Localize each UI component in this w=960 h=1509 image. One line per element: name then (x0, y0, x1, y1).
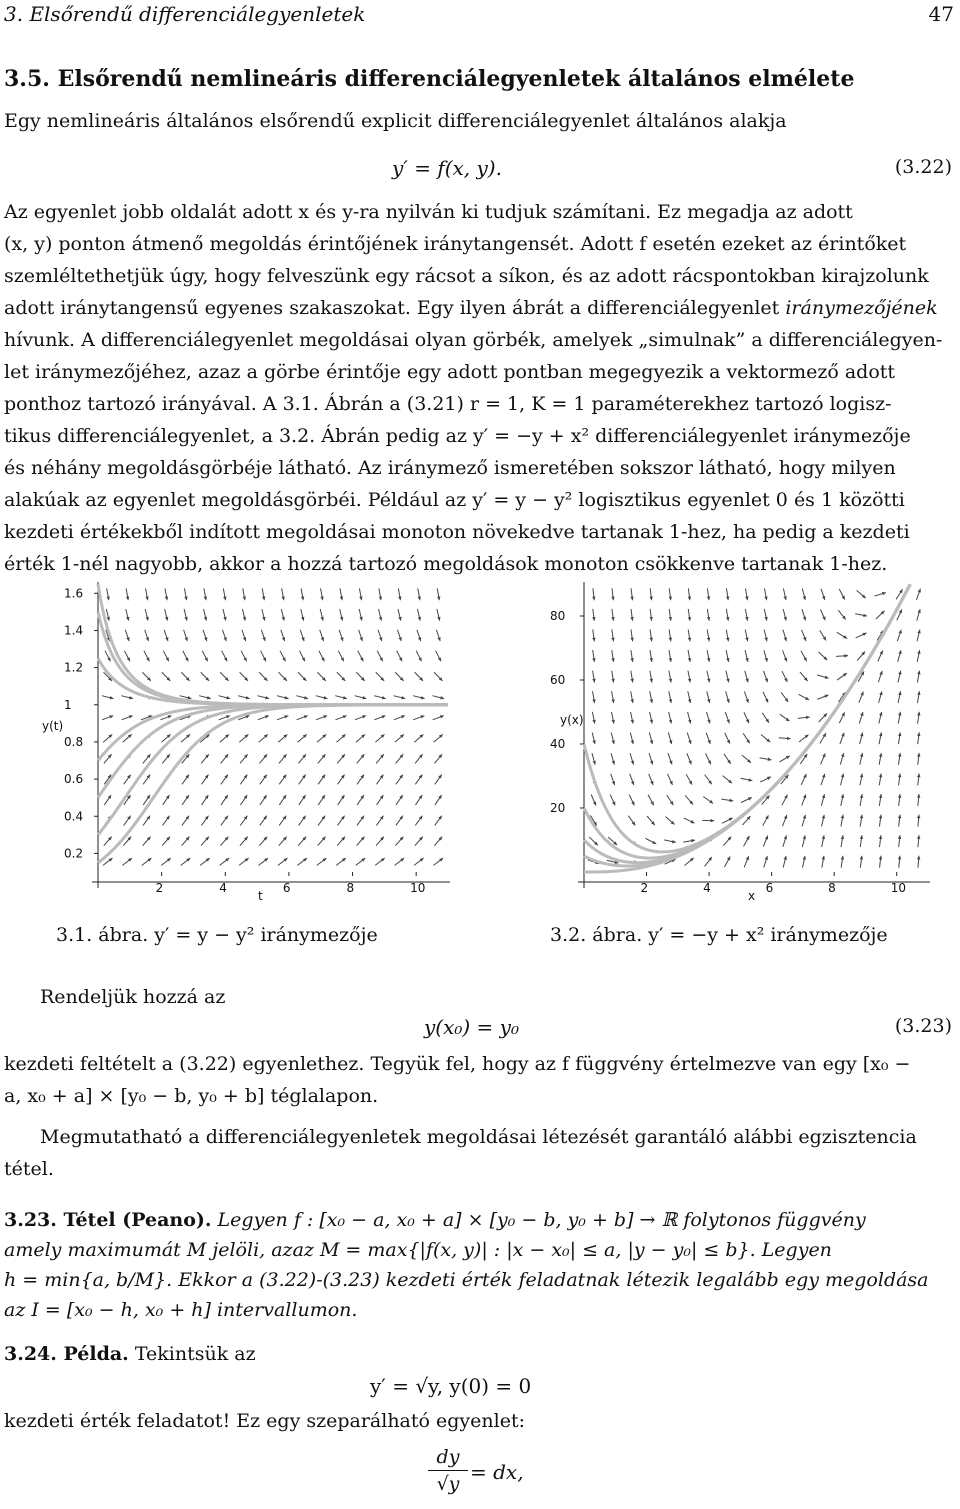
emphasis-term: iránymezőjének (785, 297, 938, 319)
paragraph-existence (4, 1121, 954, 1185)
field-arrowhead (320, 596, 323, 600)
paragraph-text: adott iránytangensű egyenes szakaszokat. Egy ilyen ábrát a differenciálegyenlet (4, 297, 786, 319)
field-arrowhead (879, 671, 882, 675)
paragraph-line: let iránymezőjéhez, azaz a görbe érintője egy adott pontban megegyezik a vektormező adott (4, 361, 896, 383)
field-arrowhead (437, 596, 440, 600)
paragraph-line: és néhány megoldásgörbéje látható. Az iránymező ismeretében sokszor látható, hogy milyen (4, 457, 896, 479)
theorem-text: Legyen f : [x₀ − a, x₀ + a] × [y₀ − b, y₀ + b] → ℝ folytonos függvény (211, 1209, 866, 1231)
field-arrowhead (787, 737, 791, 740)
field-arrowhead (898, 712, 901, 716)
paragraph-line: érték 1-nél nagyobb, akkor a hozzá tartozó megoldások monoton csökkenve tartanak 1-hez. (4, 553, 888, 575)
solution-curve (98, 658, 448, 705)
field-arrowhead (917, 671, 920, 675)
field-arrowhead (745, 637, 748, 641)
field-arrowhead (204, 596, 207, 600)
theorem-line (4, 1205, 954, 1235)
field-arrowhead (917, 835, 920, 839)
equation-3-22: y′ = f(x, y). (392, 156, 502, 180)
x-tick-label: 4 (219, 881, 227, 895)
field-arrowhead (379, 637, 382, 641)
field-arrowhead (803, 617, 806, 621)
field-arrowhead (650, 720, 653, 724)
theorem-line: h = min{a, b/M}. Ekkor a (3.22)-(3.23) kezdeti érték feladatnak létezik legalább egy megoldása (4, 1269, 929, 1291)
field-arrowhead (841, 794, 844, 798)
field-arrowhead (863, 614, 867, 617)
solution-curve (98, 705, 448, 835)
paragraph-line: szemléltethetjük úgy, hogy felveszünk egy rácsot a síkon, és az adott rácspontokban kirajzolunk (4, 265, 929, 287)
field-arrowhead (860, 712, 863, 716)
field-arrowhead (243, 637, 246, 641)
field-arrowhead (765, 678, 768, 682)
field-arrowhead (379, 596, 382, 600)
figure-3-1-direction-field (40, 572, 460, 902)
field-arrowhead (879, 753, 882, 757)
paragraph-initial-condition (4, 1048, 954, 1112)
field-arrowhead (879, 732, 882, 736)
field-arrowhead (748, 778, 752, 781)
field-arrowhead (185, 637, 188, 641)
field-arrowhead (841, 815, 844, 819)
field-arrowhead (360, 637, 363, 641)
field-arrowhead (592, 720, 595, 724)
field-arrowhead (340, 596, 343, 600)
field-arrowhead (611, 720, 614, 724)
field-arrowhead (745, 617, 748, 621)
x-tick-label: 8 (346, 881, 355, 895)
y-tick-label: 1.4 (64, 623, 84, 638)
field-arrowhead (822, 856, 825, 860)
running-header (4, 2, 954, 26)
field-arrowhead (917, 856, 920, 860)
field-arrowhead (204, 637, 207, 641)
field-arrowhead (898, 691, 901, 695)
field-arrowhead (860, 794, 863, 798)
y-axis-label: y(t) (42, 719, 64, 733)
field-arrowhead (711, 819, 715, 822)
y-tick-label: 0.2 (64, 846, 84, 861)
field-arrowhead (418, 596, 421, 600)
field-arrowhead (301, 596, 304, 600)
x-tick-label: 6 (765, 881, 774, 895)
field-arrowhead (282, 637, 285, 641)
paragraph-line (4, 292, 954, 324)
equation-number-3-22: (3.22) (894, 156, 952, 178)
field-arrowhead (650, 761, 653, 765)
field-arrowhead (165, 637, 168, 641)
x-axis-label: t (258, 889, 263, 902)
x-axis-label: x (748, 889, 756, 902)
field-arrowhead (611, 699, 614, 703)
y-tick-label: 40 (550, 737, 566, 751)
y-tick-label: 60 (550, 673, 566, 687)
theorem-line: az I = [x₀ − h, x₀ + h] intervallumon. (4, 1299, 358, 1321)
equation-number-3-23: (3.23) (894, 1015, 952, 1037)
field-arrowhead (726, 658, 729, 662)
field-arrowhead (359, 596, 362, 600)
field-arrowhead (669, 761, 672, 765)
field-arrowhead (707, 658, 710, 662)
paragraph-line: tétel. (4, 1158, 54, 1180)
field-arrowhead (844, 654, 848, 657)
x-tick-label: 6 (282, 881, 291, 895)
field-arrowhead (126, 637, 129, 641)
example-label: 3.24. Példa. (4, 1343, 129, 1365)
example-heading (4, 1343, 256, 1365)
x-tick-label: 4 (703, 881, 711, 895)
theorem-line: amely maximumát M jelöli, azaz M = max{|f(x, y)| : |x − x₀| ≤ a, |y − y₀| ≤ b}. Legyen (4, 1239, 832, 1261)
field-arrowhead (650, 699, 653, 703)
paragraph-line: alakúak az egyenlet megoldásgörbéi. Például az y′ = y − y² logisztikus egyenlet 0 és 1 közötti (4, 489, 905, 511)
field-arrowhead (612, 781, 615, 785)
field-arrowhead (262, 596, 265, 600)
field-arrowhead (281, 596, 284, 600)
field-arrowhead (631, 720, 634, 724)
field-arrowhead (765, 856, 768, 860)
y-axis-label: y(x) (560, 713, 584, 727)
field-arrowhead (726, 637, 729, 641)
paragraph-line: Megmutatható a differenciálegyenletek megoldásai létezését garantáló alábbi egzisztencia (40, 1126, 917, 1148)
separation-rhs: = dx, (470, 1460, 524, 1484)
theorem-peano (4, 1205, 954, 1325)
paragraph-line: kezdeti feltételt a (3.22) egyenlethez. Tegyük fel, hogy az f függvény értelmezve van egy [x₀ − (4, 1053, 911, 1075)
y-tick-label: 1 (64, 697, 72, 712)
y-tick-label: 1.6 (64, 586, 84, 601)
y-tick-label: 0.8 (64, 734, 84, 749)
field-arrowhead (764, 596, 767, 600)
field-arrowhead (184, 596, 187, 600)
solution-curve (98, 705, 448, 761)
x-tick-label: 10 (410, 881, 426, 895)
x-tick-label: 8 (828, 881, 836, 895)
field-arrowhead (688, 658, 691, 662)
field-arrowhead (764, 617, 767, 621)
field-arrowhead (106, 596, 109, 600)
field-arrowhead (301, 637, 304, 641)
field-arrowhead (860, 753, 863, 757)
y-tick-label: 0.6 (64, 772, 84, 787)
fraction-denominator: √y (436, 1473, 460, 1495)
figure-3-2-direction-field (520, 572, 940, 902)
paragraph-line: kezdeti értékekből indított megoldásai monoton növekedve tartanak 1-hez, ha pedig a kezdeti (4, 521, 910, 543)
field-arrowhead (822, 835, 825, 839)
x-tick-label: 10 (890, 881, 907, 895)
x-tick-label: 2 (640, 881, 649, 895)
fraction-numerator: dy (436, 1446, 460, 1468)
field-arrowhead (727, 719, 730, 723)
y-tick-label: 0.4 (64, 809, 84, 824)
fraction-bar (428, 1470, 468, 1471)
field-arrowhead (803, 856, 806, 860)
x-tick-label: 2 (155, 881, 164, 895)
theorem-label: 3.23. Tétel (Peano). (4, 1209, 212, 1231)
field-arrowhead (688, 740, 691, 744)
field-arrowhead (126, 596, 129, 600)
field-arrowhead (145, 596, 148, 600)
field-arrowhead (223, 596, 226, 600)
field-arrowhead (672, 840, 676, 843)
field-arrowhead (398, 596, 401, 600)
field-arrowhead (146, 637, 149, 641)
field-arrowhead (223, 637, 226, 641)
example-equation: y′ = √y, y(0) = 0 (370, 1374, 532, 1398)
paragraph-line: (x, y) ponton átmenő megoldás érintőjének iránytangensét. Adott f esetén ezeket az érintőket (4, 233, 907, 255)
paragraph-line: Az egyenlet jobb oldalát adott x és y-ra nyilván ki tudjuk számítani. Ez megadja az adott (4, 201, 853, 223)
field-arrowhead (822, 596, 825, 600)
equation-3-23: y(x₀) = y₀ (424, 1015, 519, 1039)
field-arrowhead (707, 679, 710, 683)
field-arrowhead (822, 774, 825, 778)
field-arrowhead (418, 637, 421, 641)
field-arrowhead (243, 596, 246, 600)
section-title: 3.5. Elsőrendű nemlineáris differenciálegyenletek általános elmélete (4, 66, 855, 92)
paragraph-direction-field (4, 196, 954, 580)
separation-fraction (428, 1446, 468, 1495)
field-arrowhead (669, 679, 672, 683)
intro-line: Egy nemlineáris általános elsőrendű explicit differenciálegyenlet általános alakja (4, 110, 787, 132)
field-arrowhead (783, 596, 786, 600)
field-arrowhead (688, 699, 691, 703)
field-arrowhead (746, 699, 749, 703)
chapter-title: 3. Elsőrendű differenciálegyenletek (4, 2, 366, 26)
field-arrowhead (860, 774, 863, 778)
field-arrowhead (650, 679, 653, 683)
field-arrowhead (262, 637, 265, 641)
example-text: Tekintsük az (128, 1343, 256, 1365)
solution-curve (584, 584, 910, 872)
paragraph-line: ponthoz tartozó irányával. A 3.1. Ábrán a (3.21) r = 1, K = 1 paraméterekhez tartozó logisz- (4, 393, 892, 415)
y-tick-label: 20 (550, 801, 566, 815)
field-arrowhead (898, 630, 901, 634)
paragraph-line: a, x₀ + a] × [y₀ − b, y₀ + b] téglalapon. (4, 1085, 379, 1107)
solution-curve (98, 584, 448, 705)
paragraph-line: hívunk. A differenciálegyenlet megoldásai olyan görbék, amelyek „simulnak” a differenciálegyen- (4, 329, 943, 351)
field-arrowhead (917, 650, 920, 654)
page-number: 47 (928, 2, 954, 26)
y-tick-label: 80 (550, 609, 566, 623)
field-arrowhead (321, 637, 324, 641)
field-arrowhead (688, 679, 691, 683)
field-arrowhead (631, 699, 634, 703)
solution-curve (98, 705, 448, 863)
field-arrowhead (398, 637, 401, 641)
paragraph-line: tikus differenciálegyenlet, a 3.2. Ábrán pedig az y′ = −y + x² differenciálegyenlet iránymezője (4, 425, 911, 447)
example-after-line: kezdeti érték feladatot! Ez egy szeparálható egyenlet: (4, 1410, 525, 1432)
y-tick-label: 1.2 (64, 660, 84, 675)
rendeljuk-line: Rendeljük hozzá az (40, 986, 226, 1008)
figure-3-2-caption: 3.2. ábra. y′ = −y + x² iránymezője (550, 924, 888, 946)
figure-3-1-caption: 3.1. ábra. y′ = y − y² iránymezője (56, 924, 378, 946)
field-arrowhead (437, 637, 440, 641)
field-arrowhead (918, 589, 921, 593)
field-arrowhead (669, 699, 672, 703)
field-arrowhead (165, 596, 168, 600)
field-arrowhead (803, 794, 806, 798)
field-arrowhead (340, 637, 343, 641)
field-arrowhead (592, 699, 595, 703)
